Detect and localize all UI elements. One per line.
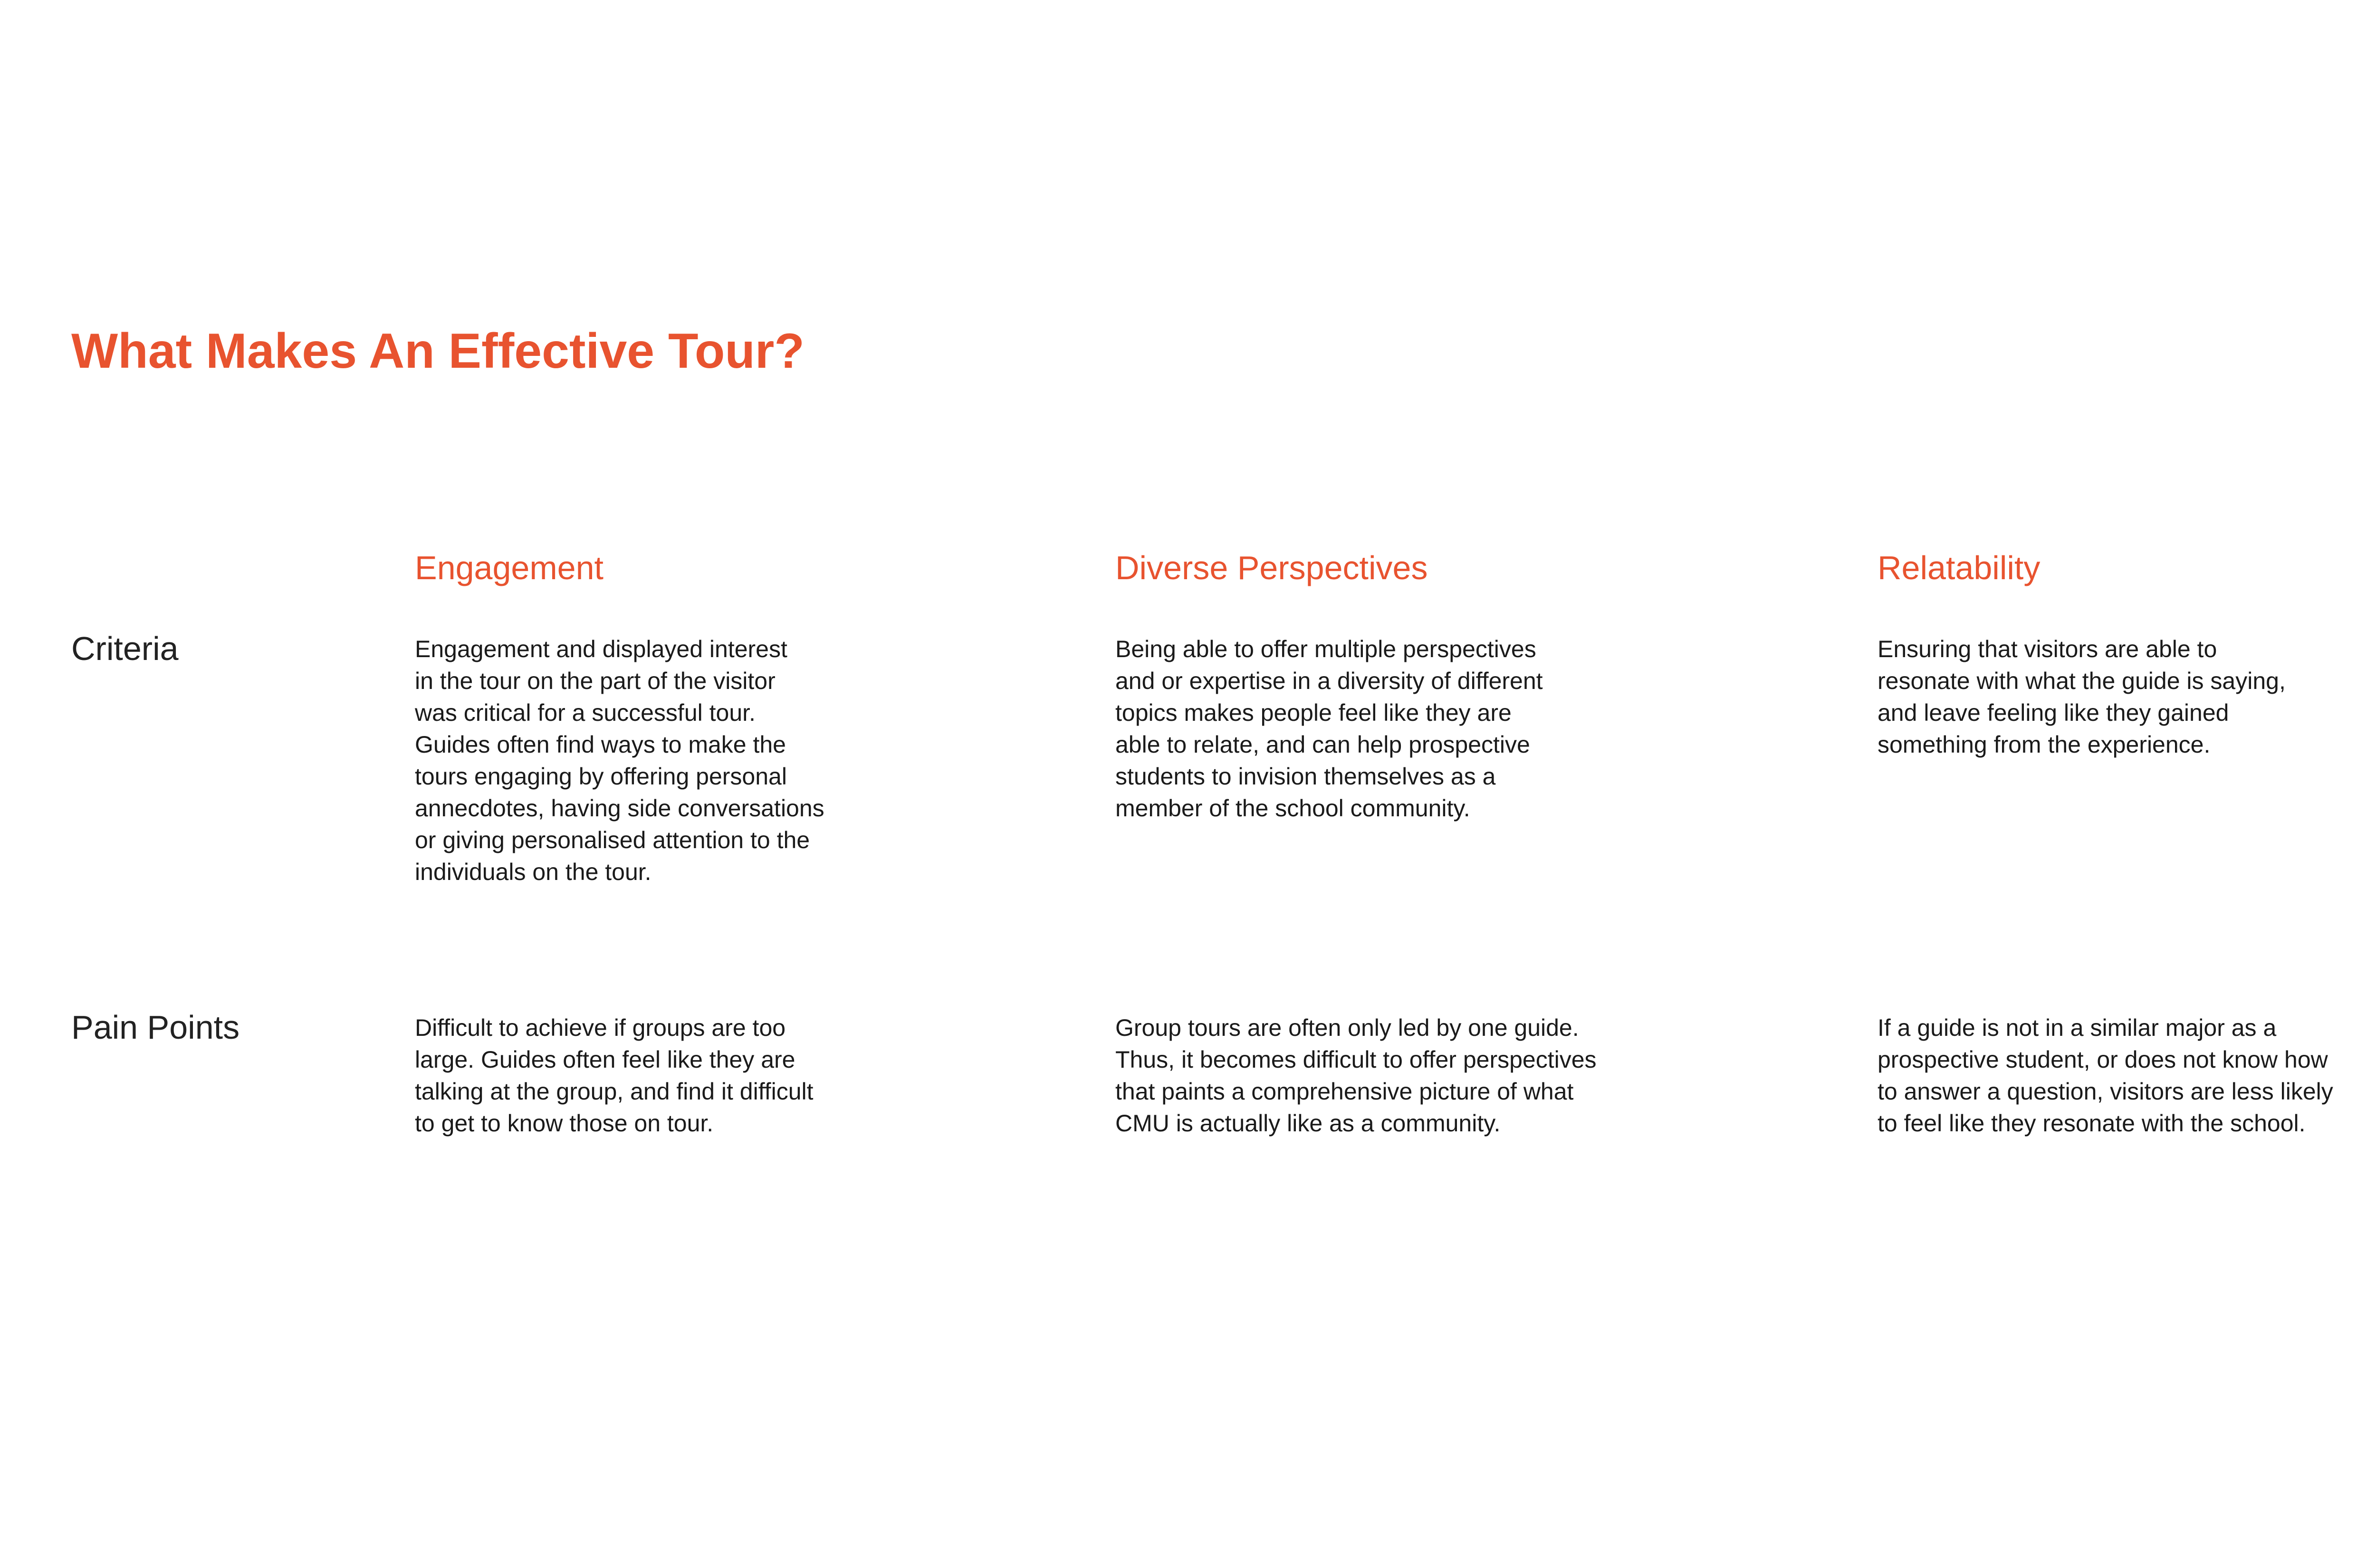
column-heading-diverse-perspectives: Diverse Perspectives (1115, 549, 1428, 586)
row-label-pain-points: Pain Points (71, 1009, 240, 1046)
criteria-engagement-text: Engagement and displayed interest in the tour on the part of the visitor was critical for a successful tour. Guides often find ways to make the tours engaging by offering personal annecdotes, having side conversations or giving personalised attention to the individuals on the tour. (415, 636, 824, 885)
row-label-criteria: Criteria (71, 630, 179, 667)
column-heading-relatability: Relatability (1878, 549, 2041, 586)
pain-points-relatability-text: If a guide is not in a similar major as a prospective student, or does not know how to answer a question, visitors are less likely to feel like they resonate with the school. (1878, 1014, 2333, 1137)
column-heading-engagement: Engagement (415, 549, 604, 586)
page-title: What Makes An Effective Tour? (71, 324, 805, 379)
criteria-diverse-perspectives-text: Being able to offer multiple perspectives and or expertise in a diversity of different topics makes people feel like they are able to relate, and can help prospective students to invision themselves as a member of the school community. (1115, 636, 1543, 822)
pain-points-diverse-perspectives-text: Group tours are often only led by one guide. Thus, it becomes difficult to offer perspectives that paints a comprehensive picture of what CMU is actually like as a community. (1115, 1014, 1597, 1137)
pain-points-engagement-text: Difficult to achieve if groups are too large. Guides often feel like they are talking at the group, and find it difficult to get to know those on tour. (415, 1014, 814, 1137)
criteria-relatability-text: Ensuring that visitors are able to resonate with what the guide is saying, and leave feeling like they gained something from the experience. (1878, 636, 2286, 758)
